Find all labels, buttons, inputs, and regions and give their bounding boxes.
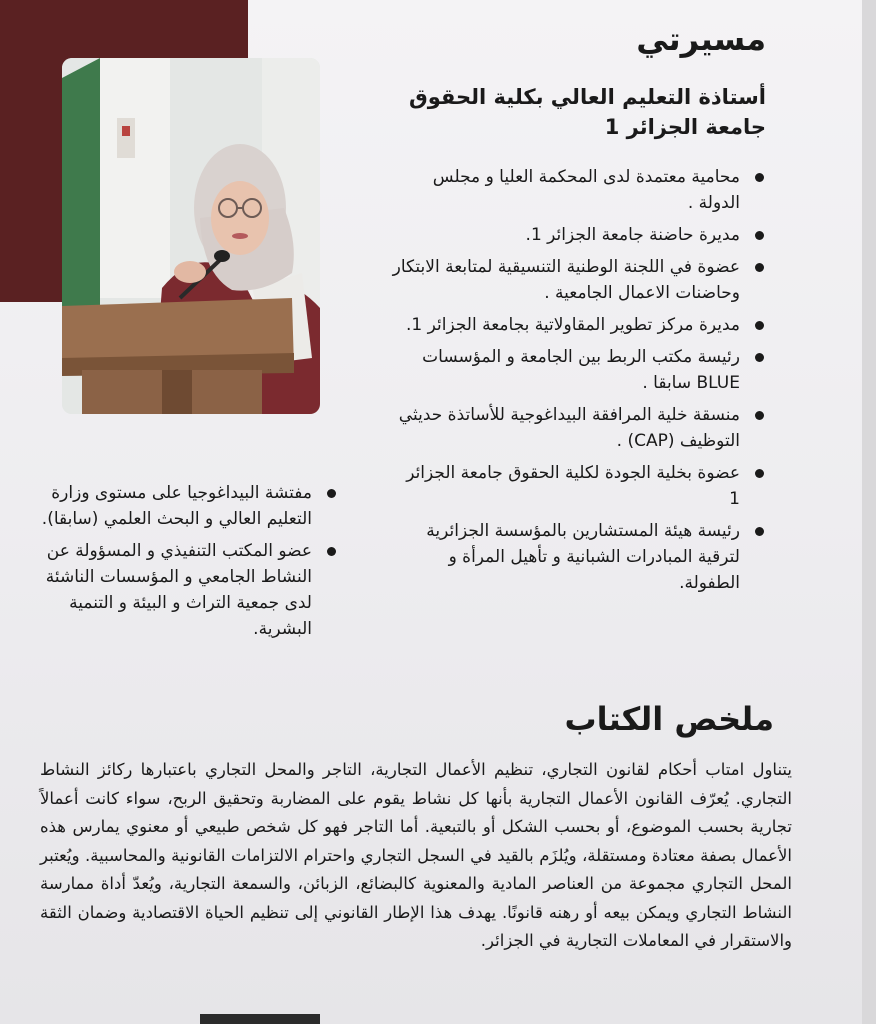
career-list-right: [390, 164, 766, 602]
page-edge-shadow: [862, 0, 876, 1024]
career-heading: مسيرتي: [636, 20, 766, 58]
list-item: عضوة في اللجنة الوطنية التنسيقية لمتابعة الابتكار وحاضنات الاعمال الجامعية .: [390, 254, 766, 306]
list-item: محامية معتمدة لدى المحكمة العليا و مجلس الدولة .: [390, 164, 766, 216]
list-item: رئيسة مكتب الربط بين الجامعة و المؤسسات BLUE سابقا .: [390, 344, 766, 396]
list-item: عضو المكتب التنفيذي و المسؤولة عن النشاط الجامعي و المؤسسات الناشئة لدى جمعية التراث و البيئة و التنمية البشرية.: [40, 538, 338, 642]
summary-heading: ملخص الكتاب: [564, 700, 774, 738]
list-item: عضوة بخلية الجودة لكلية الحقوق جامعة الجزائر 1: [390, 460, 766, 512]
career-list-left: [40, 480, 338, 648]
summary-paragraph: يتناول امتاب أحكام لقانون التجاري، تنظيم الأعمال التجارية، التاجر والمحل التجاري باعتبارها ركائز النشاط التجاري. يُعرّف القانون الأعمال التجارية بأنها كل نشاط يقوم على المضاربة وتحقيق الربح، سواء كانت أعمالاً تجارية بحسب الموضوع، أو بحسب الشكل أو بالتبعية. أما التاجر فهو كل شخص طبيعي أو معنوي يمارس هذه الأعمال بصفة معتادة ومستقلة، ويُلزَم بالقيد في السجل التجاري واحترام الالتزامات القانونية والمحاسبية. ويُعتبر المحل التجاري مجموعة من العناصر المادية والمعنوية كالبضائع، الزبائن، والسمعة التجارية، ويُعدّ أداة ممارسة النشاط التجاري ويمكن بيعه أو رهنه قانونًا. يهدف هذا الإطار القانوني إلى تنظيم الحياة الاقتصادية وضمان الثقة والاستقرار في المعاملات التجارية في الجزائر.: [40, 760, 792, 950]
author-title-line1: أستاذة التعليم العالي بكلية الحقوق: [408, 85, 766, 109]
list-item: مديرة مركز تطوير المقاولاتية بجامعة الجزائر 1.: [390, 312, 766, 338]
list-item: مديرة حاضنة جامعة الجزائر 1.: [390, 222, 766, 248]
list-item: رئيسة هيئة المستشارين بالمؤسسة الجزائرية لترقية المبادرات الشبانية و تأهيل المرأة و الطفولة.: [390, 518, 766, 596]
list-item: مفتشة البيداغوجيا على مستوى وزارة التعليم العالي و البحث العلمي (سابقا).: [40, 480, 338, 532]
author-photo: [62, 58, 320, 414]
list-item: منسقة خلية المرافقة البيداغوجية للأساتذة حديثي التوظيف (CAP) .: [390, 402, 766, 454]
author-title: [346, 82, 766, 142]
author-title-line2: جامعة الجزائر 1: [604, 115, 766, 139]
bottom-dark-mark: [200, 1014, 320, 1024]
